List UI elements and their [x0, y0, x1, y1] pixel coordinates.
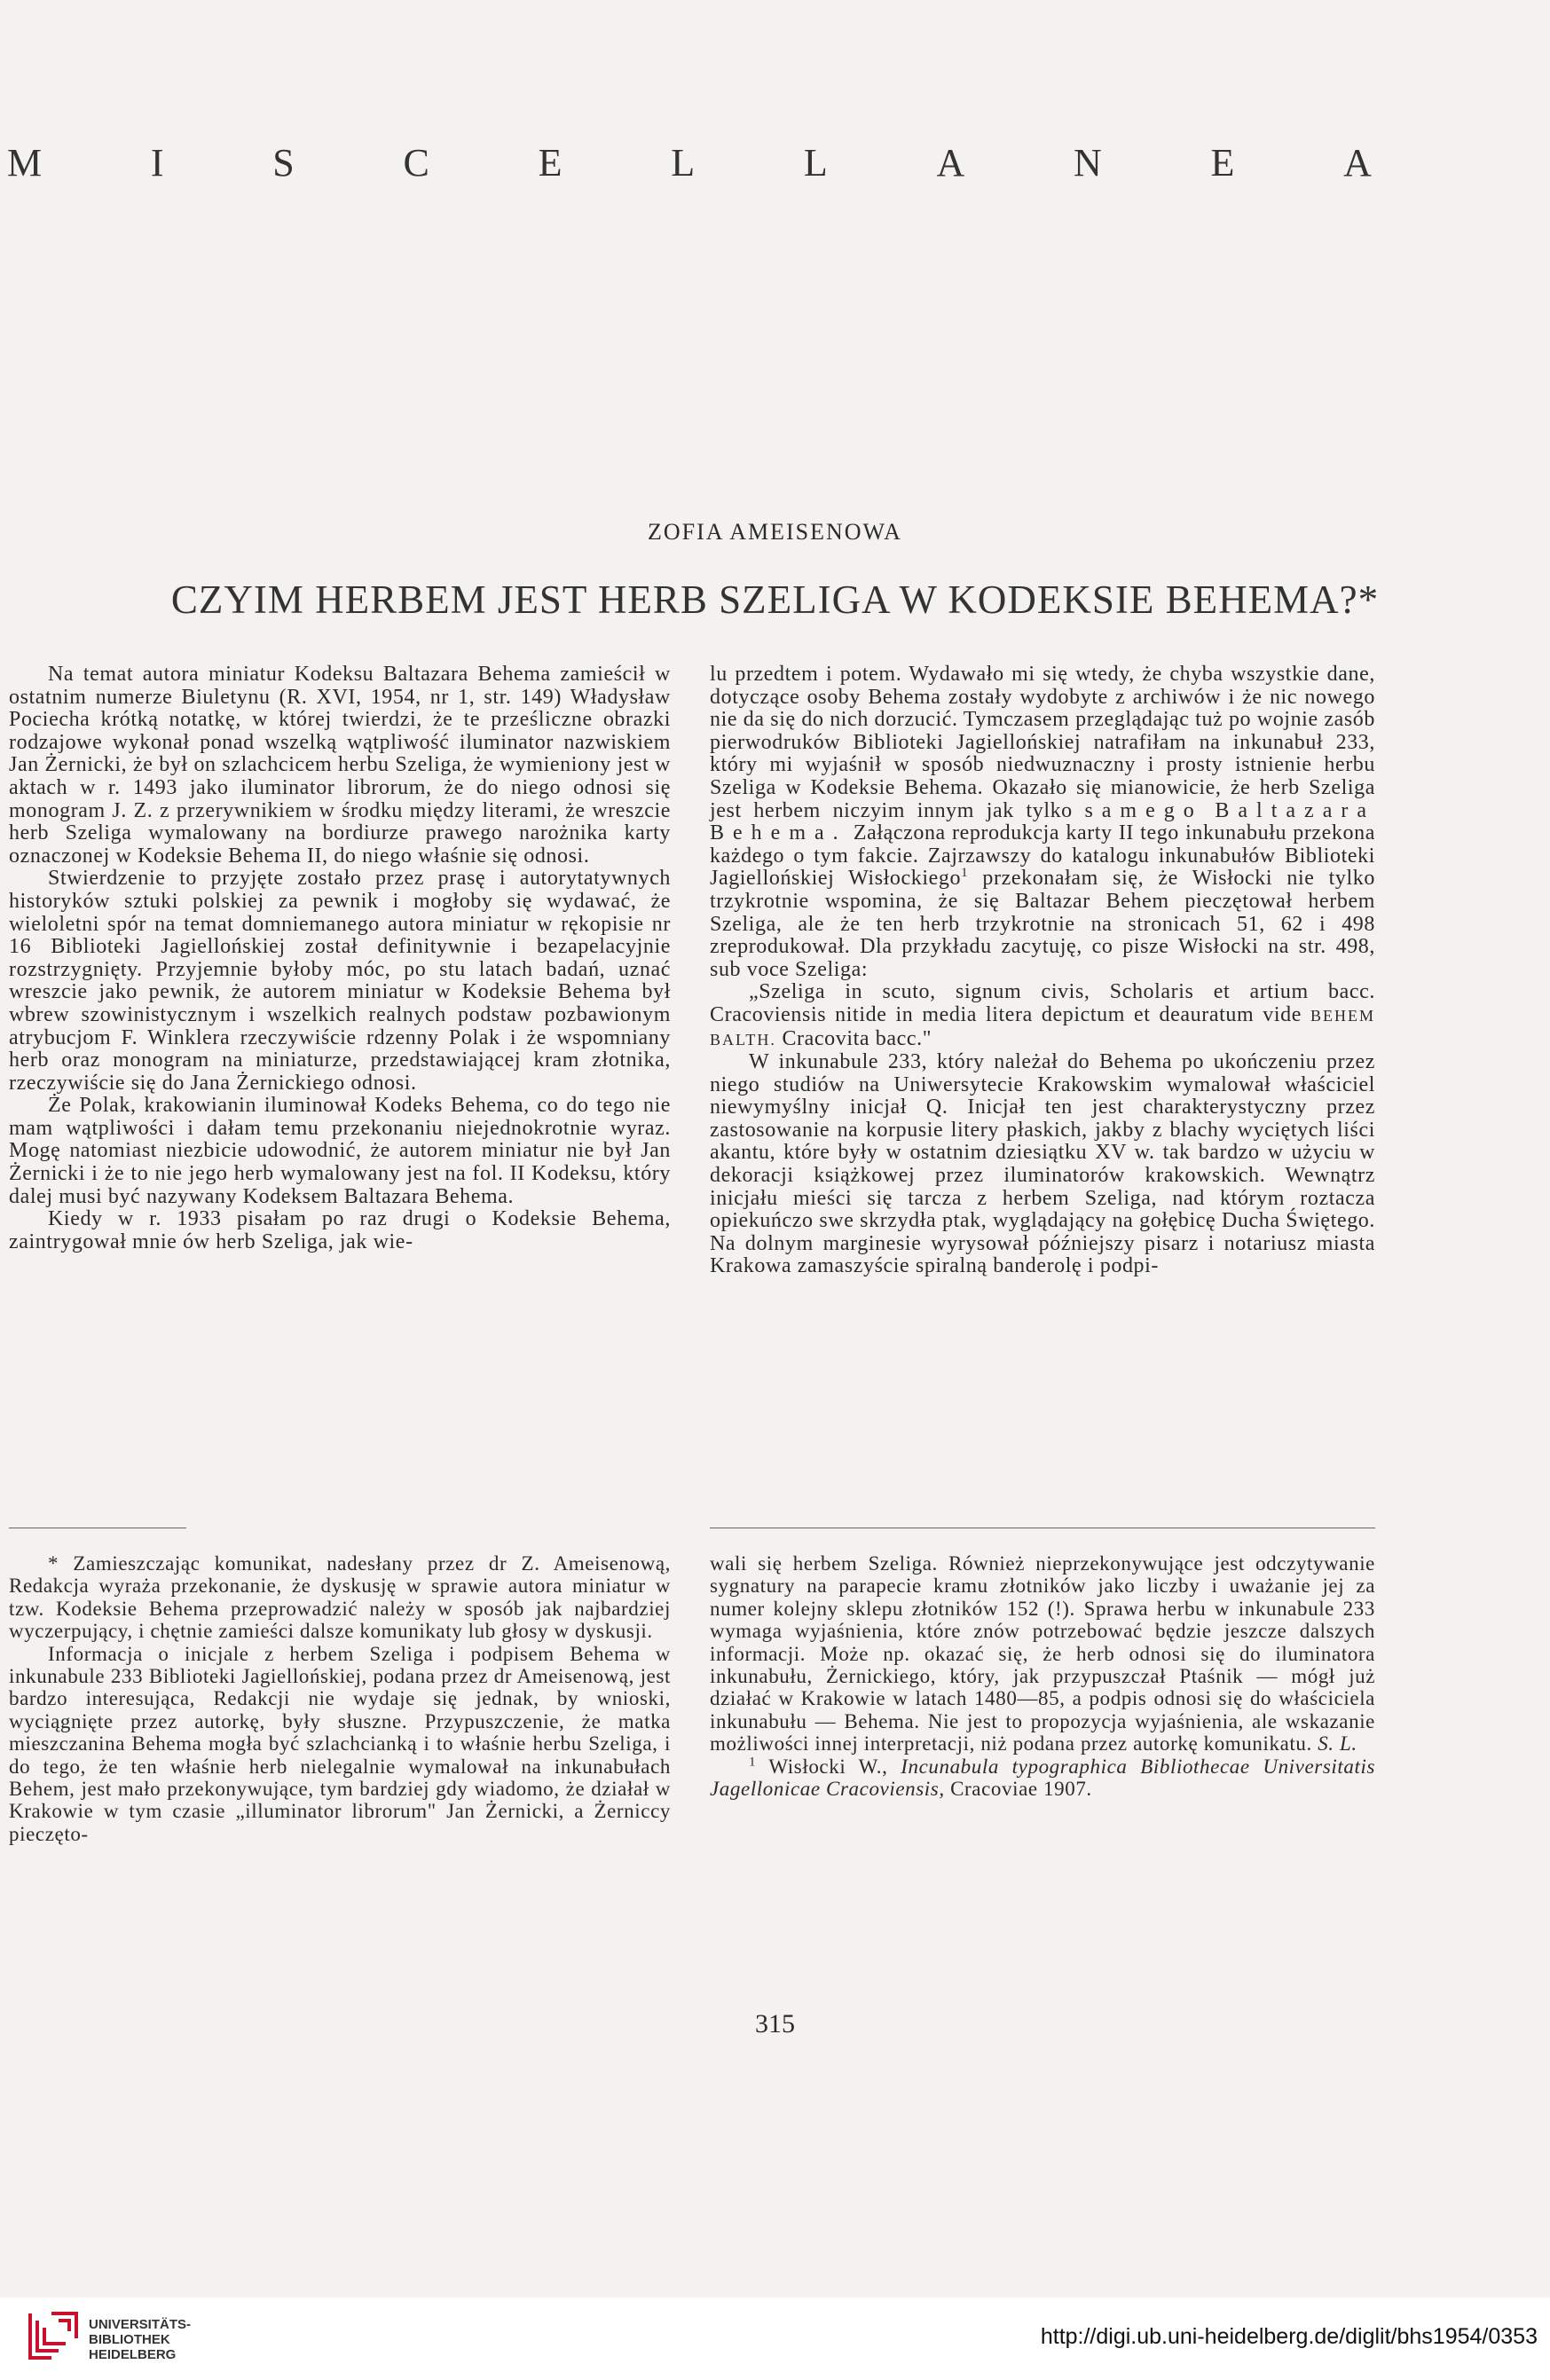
footnote-number: 1 — [749, 1755, 757, 1769]
section-letter: A — [1343, 141, 1373, 185]
spaced-emphasis: Baltazara Behema. — [710, 798, 1375, 845]
text-run: przekonałam się, że Wisłocki nie tylko trzykrotnie wspomina, że się Baltazar Behem pieczętował herbem Szeliga, ale że ten herb trzykrotnie na stronicach 51, 62 i 498 zreprodukował. Dla przykładu zacytuję, co pisze Wisłocki na str. 498, sub voce Szeliga: — [710, 867, 1375, 981]
library-logo-icon — [25, 2306, 82, 2363]
quotation — [710, 981, 1375, 1051]
section-letter: C — [403, 141, 431, 185]
small-caps: BEHEM BALTH. — [710, 1006, 1375, 1049]
footnotes-left — [9, 1552, 671, 1845]
paragraph — [710, 664, 1375, 981]
source-url-link[interactable]: http://digi.ub.uni-heidelberg.de/diglit/bhs1954/0353 — [1040, 2324, 1538, 2349]
paragraph: W inkunabule 233, który należał do Behema po ukończeniu przez niego studiów na Uniwersytecie Krakowskim wymalował właściciel niewymyślny inicjał Q. Inicjał ten jest charakterystyczny przez zastosowanie na korpusie litery płaskich, jakby z blachy wyciętych liści akantu, które były w ostatnim dziesiątku XV w. tak bardzo w użyciu w dekoracji książkowej przez iluminatorów krakowskich. Wewnątrz inicjału mieści się tarcza z herbem Szeliga, nad którym roztacza opiekuńczo swe skrzydła ptak, wyglądający na gołębicę Ducha Świętego. Na dolnym marginesie wyrysował późniejszy pisarz i notariusz miasta Krakowa zamaszyście spiralną banderolę i podpi- — [710, 1050, 1375, 1278]
section-letter: E — [538, 141, 564, 185]
footnote — [710, 1552, 1375, 1756]
section-letter: M — [7, 141, 44, 185]
section-letter: I — [150, 141, 166, 185]
text-run: Cracovita bacc." — [782, 1026, 932, 1050]
text-run: Cracoviae 1907. — [950, 1778, 1092, 1801]
page-number: 315 — [755, 2009, 795, 2038]
signature: S. L. — [1318, 1732, 1357, 1756]
section-letter: L — [803, 141, 830, 185]
section-letter: E — [1210, 141, 1237, 185]
section-letter: L — [671, 141, 697, 185]
library-name-line: BIBLIOTHEK — [89, 2332, 170, 2347]
right-column — [710, 664, 1375, 1278]
text-run: „Szeliga in scuto, signum civis, Scholaris et artium bacc. Cracoviensis nitide in media litera depictum et deauratum vide — [710, 980, 1375, 1026]
text-run: Załączona reprodukcja karty II tego inkunabułu przekona każdego o tym fakcie. Zajrzawszy do katalogu inkunabułów Biblioteki Jagiellońskiej Wisłockiego — [710, 821, 1375, 891]
article-title: CZYIM HERBEM JEST HERB SZELIGA W KODEKSIE BEHEMA?* — [170, 577, 1380, 622]
footnote: Informacja o inicjale z herbem Szeliga i podpisem Behema w inkunabule 233 Biblioteki Jagiellońskiej, podana przez dr Ameisenową, jest bardzo interesująca, Redakcji nie wydaje się jednak, by wnioski, wyciągnięte przez autorkę, były słuszne. Przypuszczenie, że matka mieszczanina Behema mogła być szlachcianką i to właśnie herbu Szeliga, i do tego, że ten właśnie herb nielegalnie wymalował na inkunabułach Behem, jest mało przekonywujące, tym bardziej gdy wiadomo, że działał w Krakowie w tym czasie „illuminator librorum" Jan Żernicki, a Żerniccy pieczęto- — [9, 1642, 671, 1845]
library-name-line: UNIVERSITÄTS- — [89, 2317, 192, 2332]
section-letter: S — [272, 141, 296, 185]
footnote-ref: 1 — [961, 866, 969, 881]
spaced-emphasis: samego — [1084, 798, 1203, 822]
section-heading — [7, 140, 1373, 185]
paragraph: Na temat autora miniatur Kodeksu Baltazara Behema zamieścił w ostatnim numerze Biuletynu (R. XVI, 1954, nr 1, str. 149) Władysław Pociecha krótką notatkę, w której twierdzi, że te prześliczne obrazki rodzajowe wykonał ponad wszelką wątpliwość iluminator nazwiskiem Jan Żernicki, że był on szlachcicem herbu Szeliga, że wymieniony jest w aktach w r. 1493 jako iluminator librorum, że do niego odnosi się monogram J. Z. z przerywnikiem w środku między literami, że wreszcie herb Szeliga wymalowany na bordiurze prawego narożnika karty oznaczonej w Kodeksie Behema II, do niego właśnie się odnosi. — [9, 663, 671, 868]
paragraph: Stwierdzenie to przyjęte zostało przez prasę i autorytatywnych historyków sztuki polskiej za pewnik i mogłoby się wydawać, że wieloletni spór na temat domniemanego autora miniatur w rękopisie nr 16 Biblioteki Jagiellońskiej został definitywnie i bezapelacyjnie rozstrzygnięty. Przyjemnie byłoby móc, po stu latach badań, uznać wreszcie jako pewnik, że autorem miniatur w Kodeksie Behema był wbrew szowinistycznym i wszelkich realnych podstaw pozbawionym atrybucjom F. Winklera rzeczywiście rdzenny Polak i że wspomniany herb oraz monogram na miniaturze, przedstawiającej kram złotnika, rzeczywiście się do Jana Żernickiego odnosi. — [9, 867, 671, 1095]
text-run: lu przedtem i potem. Wydawało mi się wtedy, że chyba wszystkie dane, dotyczące osoby Behema zostały wydobyte z archiwów i że nic nowego nie da się do nich dorzucić. Tymczasem przeglądając tuż po wojnie zasób pierwodruków Biblioteki Jagiellońskiej natrafiłam na inkunabuł 233, który mi wyjaśnił w sposób niedwuznaczny i prosty istnienie herbu Szeliga w Kodeksie Behema. Okazało się mianowicie, że herb Szeliga jest herbem niczyim innym jak tylko — [710, 663, 1375, 822]
book-title: Incunabula typographica Bibliothecae Universitatis Jagellonicae Cracoviensis, — [710, 1755, 1375, 1801]
footnote: * Zamieszczając komunikat, nadesłany przez dr Z. Ameisenową, Redakcja wyraża przekonanie, że dyskusję w sprawie autora miniatur w tzw. Kodeksie Behema przeprowadzić należy w sposób jak najbardziej wyczerpujący, i chętnie zamieści dalsze komunikaty lub głosy w dyskusji. — [9, 1552, 671, 1643]
footnote — [710, 1756, 1375, 1801]
article-author: ZOFIA AMEISENOWA — [648, 519, 902, 545]
library-name-line: HEIDELBERG — [89, 2347, 177, 2362]
library-name — [89, 2317, 191, 2362]
paragraph: Że Polak, krakowianin iluminował Kodeks Behema, co do tego nie mam wątpliwości i dałam temu przekonaniu niejednokrotnie wyraz. Mogę natomiast niezbicie udowodnić, że autorem miniatur nie był Jan Żernicki i że to nie jego herb wymalowany jest na fol. II Kodeksu, który dalej musi być nazywany Kodeksem Baltazara Behema. — [9, 1094, 671, 1208]
text-run: Wisłocki W., — [768, 1755, 888, 1778]
paragraph: Kiedy w r. 1933 pisałam po raz drugi o Kodeksie Behema, zaintrygował mnie ów herb Szeliga, jak wie- — [9, 1207, 671, 1253]
footnotes-right — [710, 1552, 1375, 1800]
section-letter: A — [936, 141, 967, 185]
section-letter: N — [1073, 141, 1104, 185]
text-run: wali się herbem Szeliga. Również nieprzekonywujące jest odczytywanie sygnatury na parapecie kramu złotników jako liczby i uważanie jej za numer kolejny sklepu złotników 152 (!). Sprawa herbu w inkunabule 233 wymaga wyjaśnienia, które znów potrzebować będzie jeszcze dalszych informacji. Może np. okazać się, że herb odnosi się do iluminatora inkunabułu, Żernickiego, który, jak przypuszczał Ptaśnik — mógł już działać w Krakowie w latach 1480—85, a podpis odnosi się do właściciela inkunabułu — Behema. Nie jest to propozycja wyjaśnienia, ale wskazanie możliwości innej interpretacji, niż podana przez autorkę komunikatu. — [710, 1552, 1375, 1756]
left-column — [9, 664, 671, 1253]
